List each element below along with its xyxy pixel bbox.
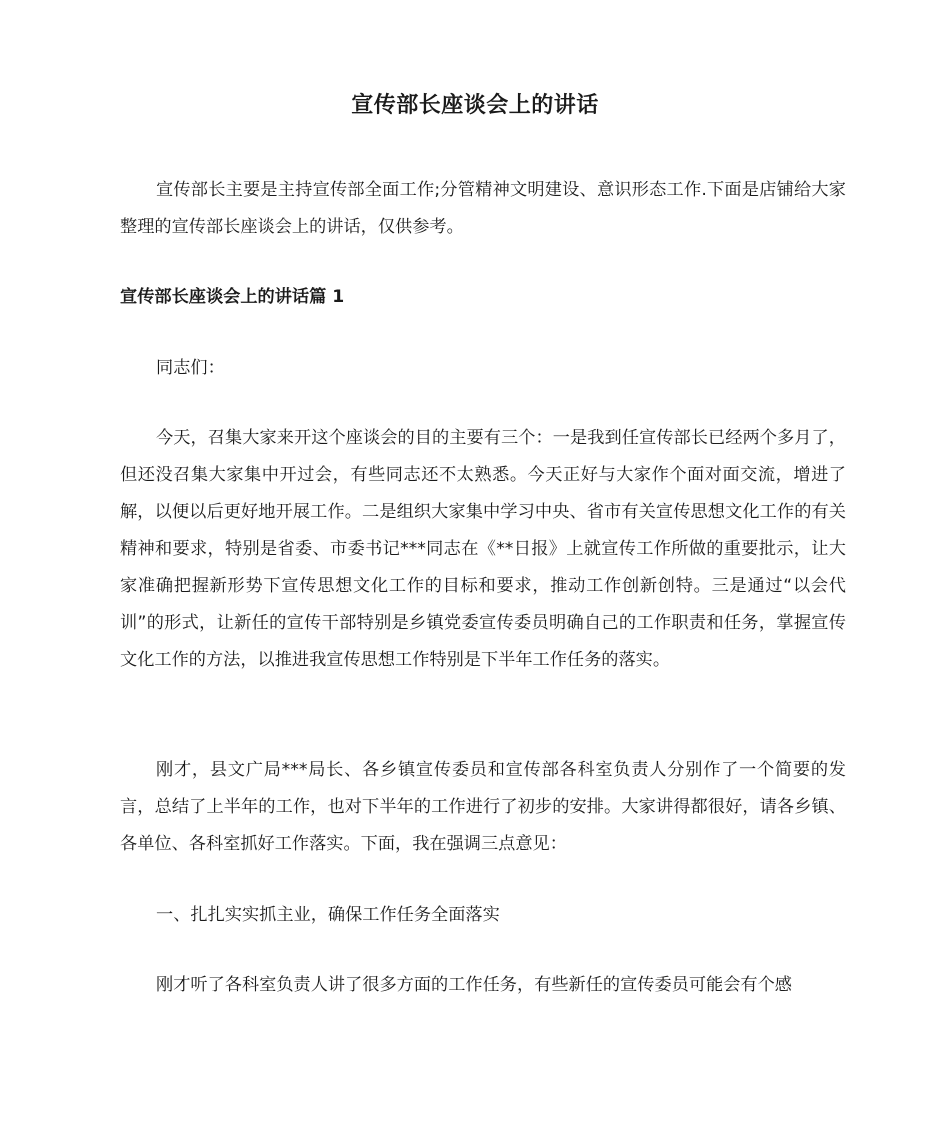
document-title: 宣传部长座谈会上的讲话 (351, 93, 599, 118)
point-heading-1: 一、扎扎实实抓主业，确保工作任务全面落实 (156, 905, 500, 925)
body-paragraph-2: 刚才，县文广局***局长、各乡镇宣传委员和宣传部各科室负责人分别作了一个简要的发言，总结了上半年的工作，也对下半年的工作进行了初步的安排。大家讲得都很好，请各乡镇、各单位、各科室抓好工作落实。下面，我在强调三点意见： (120, 760, 846, 854)
body-paragraph-3: 刚才听了各科室负责人讲了很多方面的工作任务，有些新任的宣传委员可能会有个感 (156, 975, 792, 995)
intro-paragraph: 宣传部长主要是主持宣传部全面工作;分管精神文明建设、意识形态工作.下面是店铺给大家整理的宣传部长座谈会上的讲话，仅供参考。 (120, 180, 846, 237)
section-heading: 宣传部长座谈会上的讲话篇 1 (120, 287, 345, 307)
body-paragraph-1: 今天，召集大家来开这个座谈会的目的主要有三个：一是我到任宣传部长已经两个多月了，但还没召集大家集中开过会，有些同志还不太熟悉。今天正好与大家作个面对面交流，增进了解，以便以后更好地开展工作。二是组织大家集中学习中央、省市有关宣传思想文化工作的有关精神和要求，特别是省委、市委书记***同志在《**日报》上就宣传工作所做的重要批示，让大家准确把握新形势下宣传思想文化工作的目标和要求，推动工作创新创特。三是通过“以会代训”的形式，让新任的宣传干部特别是乡镇党委宣传委员明确自己的工作职责和任务，掌握宣传文化工作的方法，以推进我宣传思想工作特别是下半年工作任务的落实。 (120, 428, 846, 670)
greeting-paragraph: 同志们： (156, 358, 225, 378)
